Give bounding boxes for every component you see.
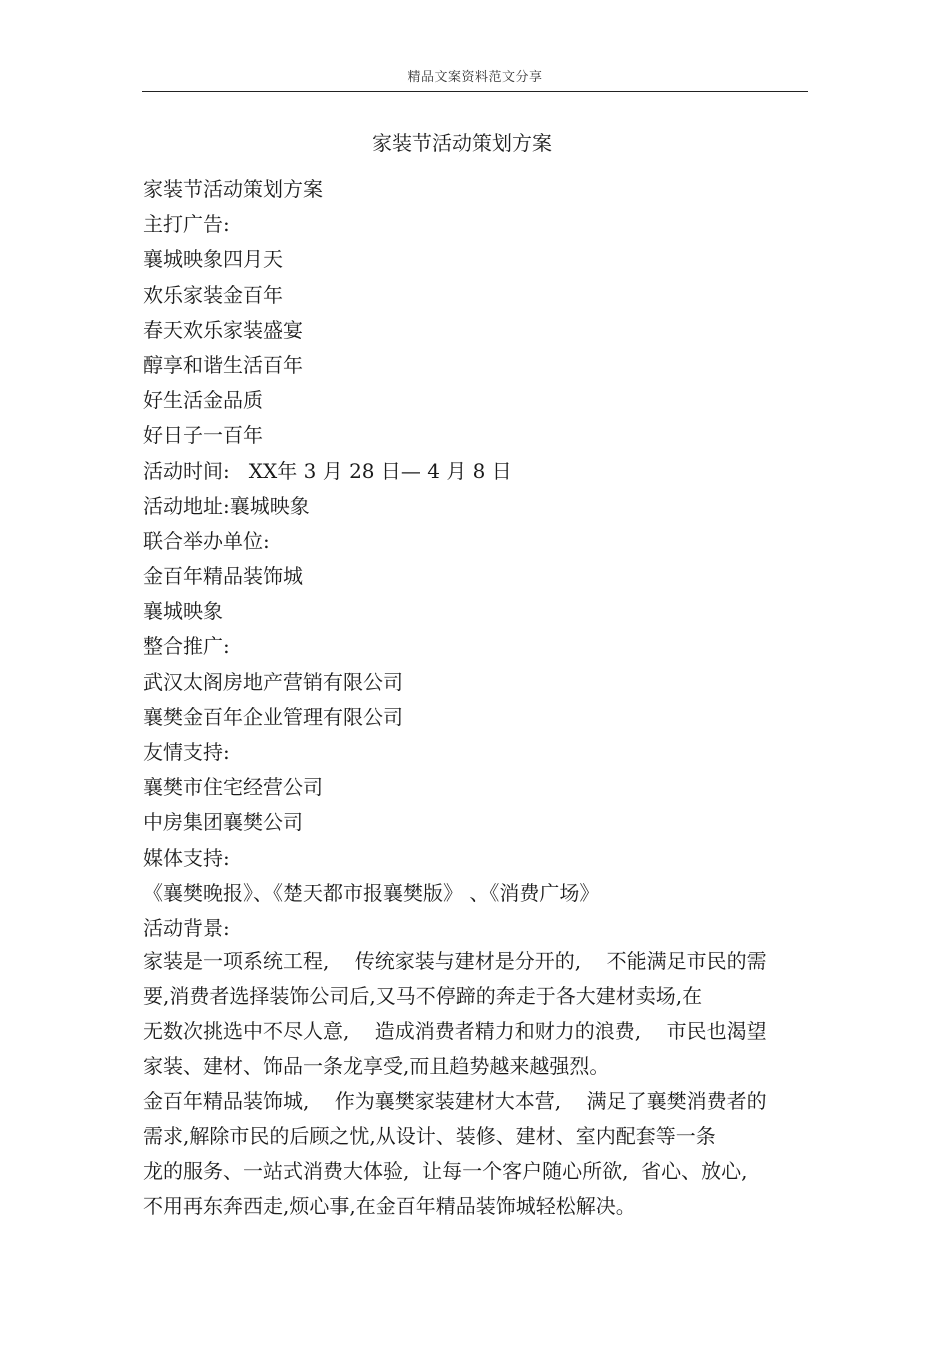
text-line: 春天欢乐家装盛宴 (143, 317, 303, 342)
text-line: 家装节活动策划方案 (143, 177, 323, 201)
text-line: 欢乐家装金百年 (143, 282, 283, 307)
paragraph-line: 金百年精品装饰城, 作为襄樊家装建材大本营, 满足了襄樊消费者的 (143, 1089, 767, 1113)
paragraph-line: 无数次挑选中不尽人意, 造成消费者精力和财力的浪费, 市民也渴望 (143, 1019, 767, 1043)
text-line: 襄城映象四月天 (143, 247, 283, 272)
paragraph-line: 需求,解除市民的后顾之忧,从设计、装修、建材、室内配套等一条 (143, 1124, 716, 1148)
text-line: 金百年精品装饰城 (143, 564, 303, 589)
paragraph-line: 要,消费者选择装饰公司后,又马不停蹄的奔走于各大建材卖场,在 (143, 984, 703, 1008)
text-line: 襄樊金百年企业管理有限公司 (143, 704, 403, 729)
text-line: 好日子一百年 (143, 423, 263, 448)
text-line: 联合举办单位: (143, 528, 270, 553)
text-line: 媒体支持: (143, 845, 230, 870)
text-line: 襄城映象 (143, 599, 223, 624)
text-line: 武汉太阁房地产营销有限公司 (143, 669, 403, 694)
text-line: 好生活金品质 (143, 388, 263, 413)
text-line: 襄樊市住宅经营公司 (143, 775, 323, 800)
text-line: 主打广告: (143, 212, 230, 237)
paragraph-line: 家装是一项系统工程, 传统家装与建材是分开的, 不能满足市民的需 (143, 949, 767, 973)
document-title: 家装节活动策划方案 (372, 131, 552, 155)
text-line: 《襄樊晚报》、《楚天都市报襄樊版》 、《消费广场》 (143, 880, 600, 905)
paragraph-line: 龙的服务、一站式消费大体验, 让每一个客户随心所欲, 省心、放心, (143, 1159, 748, 1183)
text-line: 醇享和谐生活百年 (143, 352, 303, 377)
text-line: 活动背景: (143, 915, 230, 940)
page-header: 精品文案资料范文分享 (407, 70, 543, 85)
paragraph-background (143, 944, 803, 1084)
document-body (143, 172, 803, 946)
paragraph-line: 不用再东奔西走,烦心事,在金百年精品装饰城轻松解决。 (143, 1194, 636, 1218)
text-line: 整合推广: (143, 634, 230, 659)
paragraph-line: 家装、建材、饰品一条龙享受,而且趋势越来越强烈。 (143, 1054, 610, 1078)
text-line: 活动时间: XX年 3 月 28 日— 4 月 8 日 (143, 458, 512, 483)
text-line: 友情支持: (143, 740, 230, 764)
text-line: 中房集团襄樊公司 (143, 810, 303, 835)
header-rule (142, 91, 808, 92)
text-line: 活动地址:襄城映象 (143, 493, 310, 518)
paragraph-jinbainian (143, 1084, 803, 1224)
